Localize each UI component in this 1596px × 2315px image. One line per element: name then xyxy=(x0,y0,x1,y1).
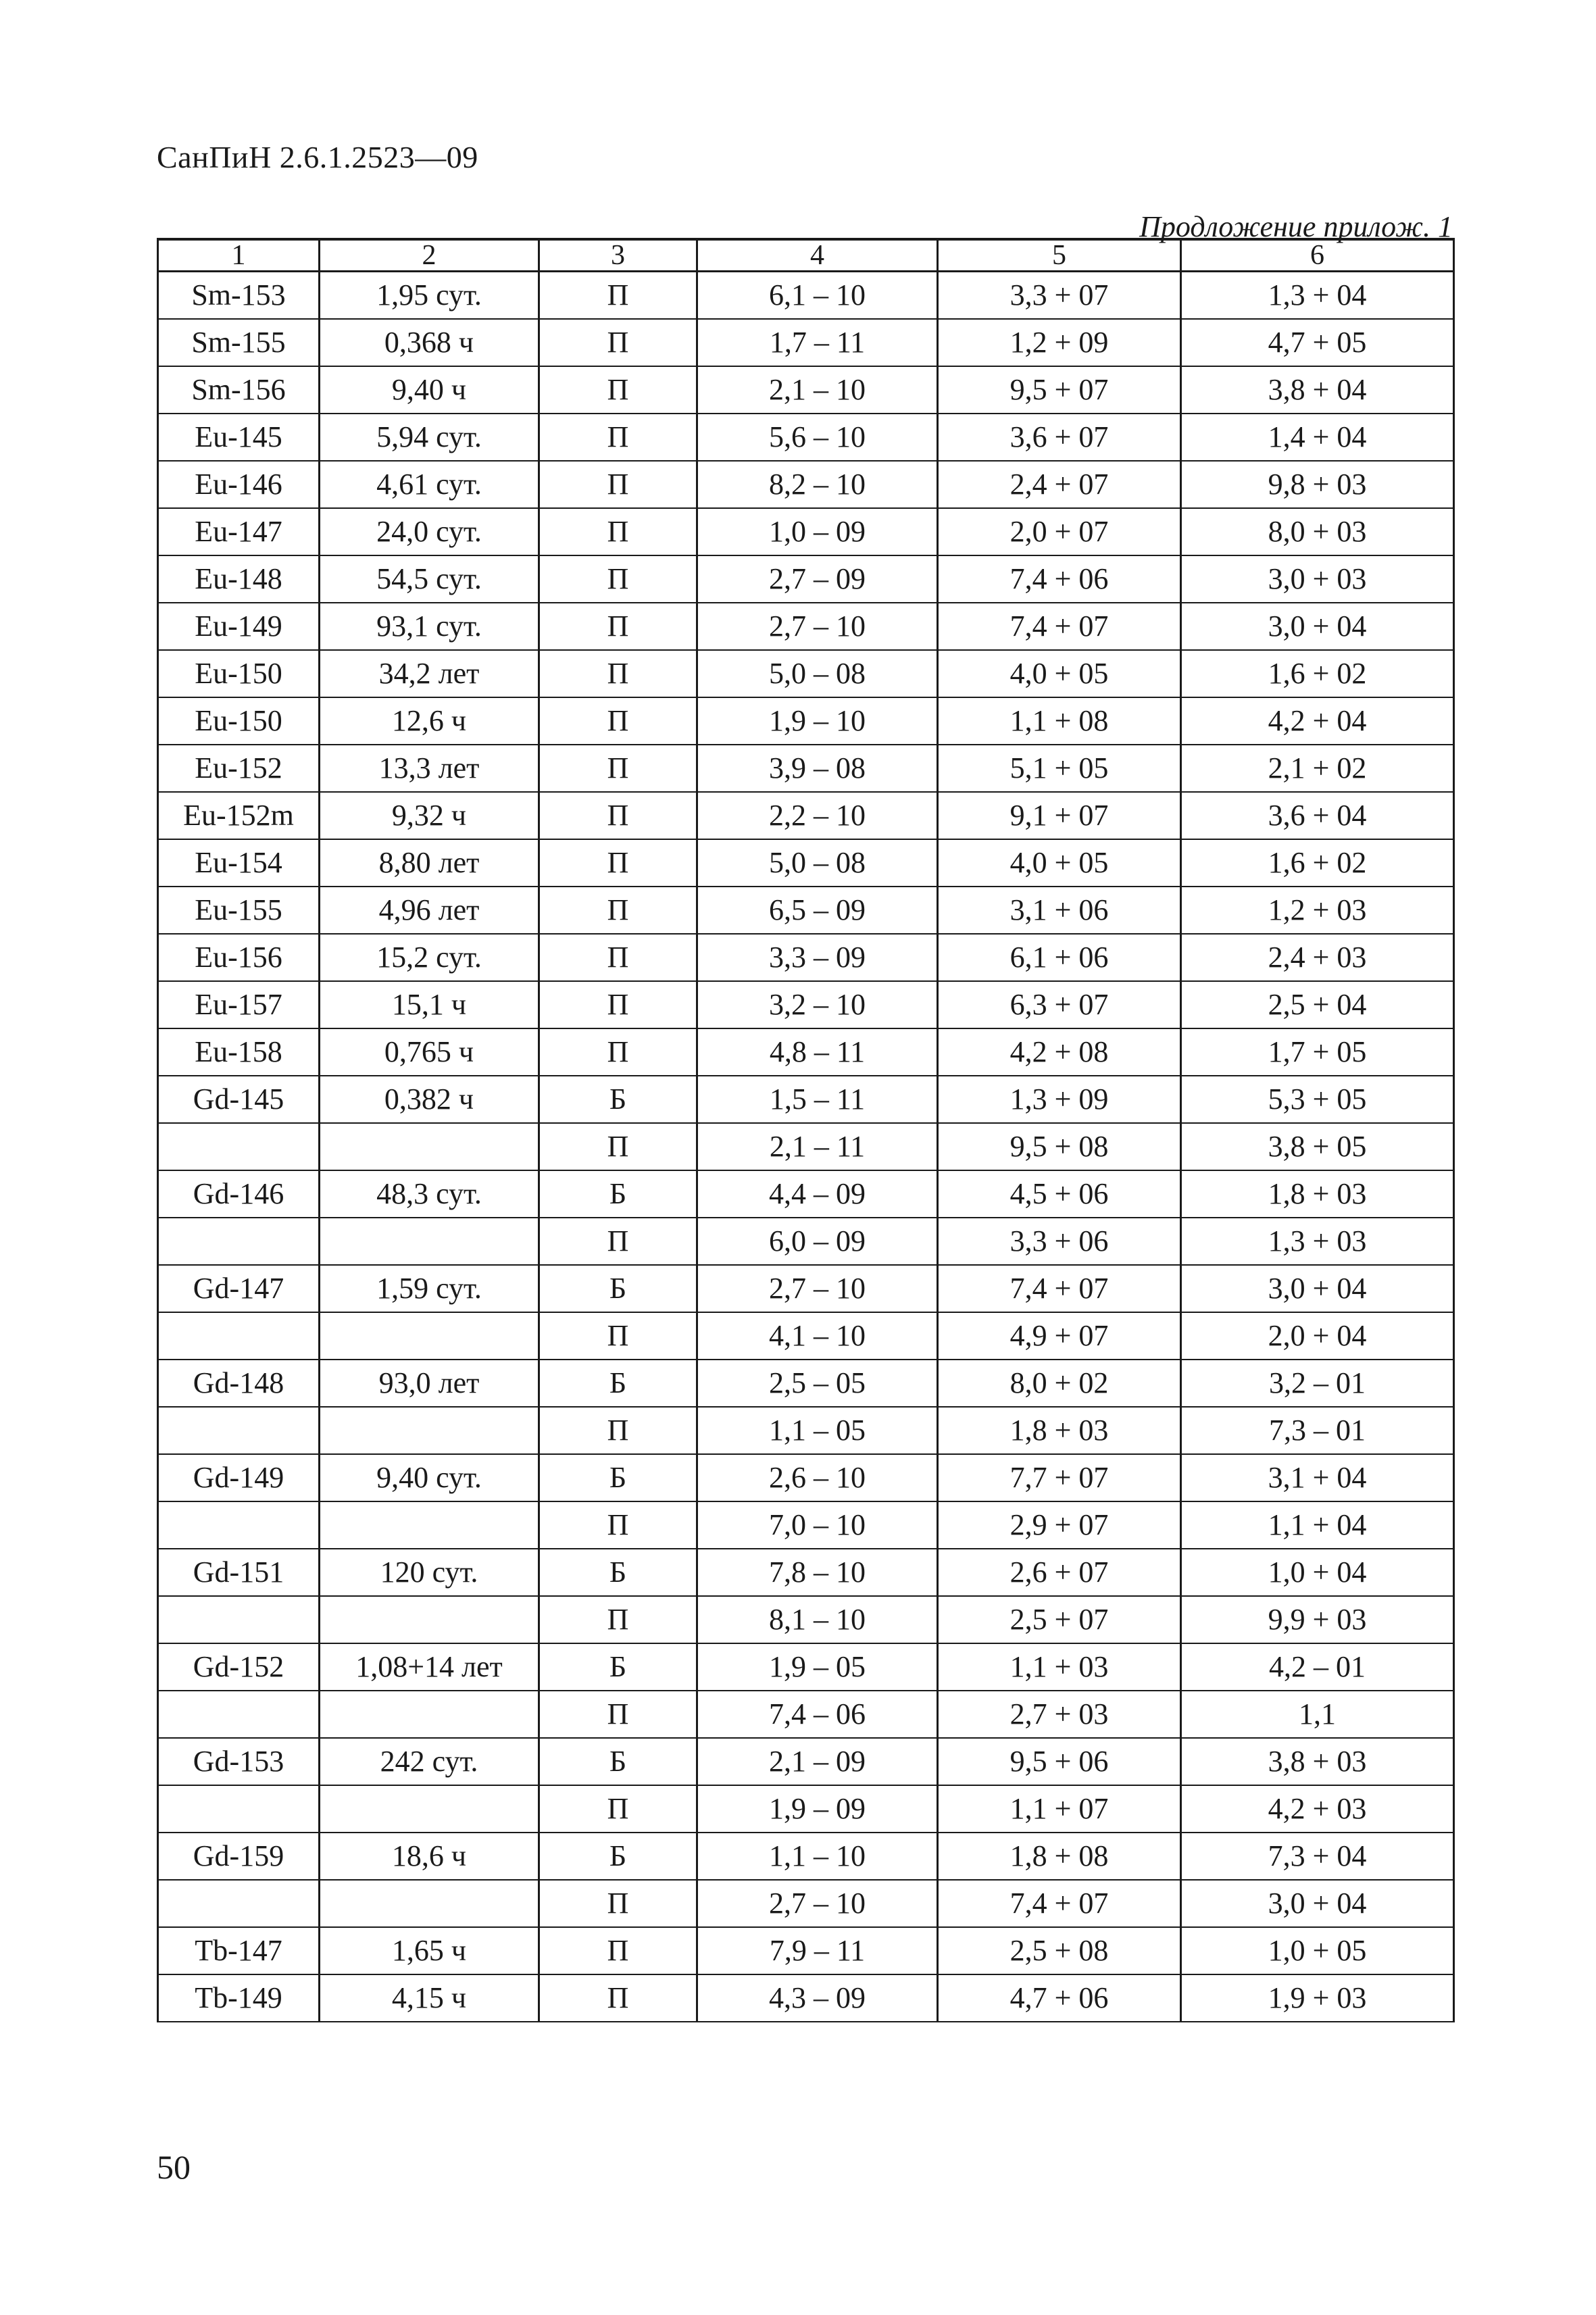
document-title: СанПиН 2.6.1.2523—09 xyxy=(157,140,478,174)
table-cell: 1,1 + 04 xyxy=(1181,1501,1454,1549)
table-cell: 3,0 + 04 xyxy=(1181,1265,1454,1312)
table-cell: П xyxy=(539,1123,697,1170)
table-cell: П xyxy=(539,1880,697,1927)
table-cell: 5,3 + 05 xyxy=(1181,1076,1454,1123)
table-row xyxy=(158,1407,1454,1454)
table-row xyxy=(158,1596,1454,1643)
table-cell: П xyxy=(539,934,697,981)
table-cell: 1,8 + 03 xyxy=(938,1407,1181,1454)
table-cell: 7,4 – 06 xyxy=(697,1691,938,1738)
table-cell: Eu-157 xyxy=(158,981,320,1028)
table-cell: 4,2 + 03 xyxy=(1181,1785,1454,1833)
table-row xyxy=(158,1833,1454,1880)
radionuclide-table xyxy=(157,238,1455,2022)
table-cell: П xyxy=(539,319,697,366)
table-row xyxy=(158,1501,1454,1549)
table-cell: 2,5 + 07 xyxy=(938,1596,1181,1643)
table-cell: 1,5 – 11 xyxy=(697,1076,938,1123)
table-cell: 1,08+14 лет xyxy=(320,1643,539,1691)
table-cell: 4,0 + 05 xyxy=(938,839,1181,887)
table-cell: 9,5 + 06 xyxy=(938,1738,1181,1785)
table-row xyxy=(158,1265,1454,1312)
table-cell: 4,96 лет xyxy=(320,887,539,934)
table-cell: П xyxy=(539,650,697,697)
table-cell: Tb-147 xyxy=(158,1927,320,1974)
table-cell: 8,0 + 02 xyxy=(938,1360,1181,1407)
table-cell: П xyxy=(539,1974,697,2022)
table-cell: 2,5 + 04 xyxy=(1181,981,1454,1028)
table-cell: 9,9 + 03 xyxy=(1181,1596,1454,1643)
table-cell: 1,3 + 04 xyxy=(1181,272,1454,320)
table-cell: 3,3 + 06 xyxy=(938,1218,1181,1265)
table-cell: П xyxy=(539,981,697,1028)
table-cell: 1,1 – 05 xyxy=(697,1407,938,1454)
table-cell: 1,3 + 03 xyxy=(1181,1218,1454,1265)
table-cell: Eu-150 xyxy=(158,650,320,697)
table-cell: 3,3 + 07 xyxy=(938,272,1181,320)
table-cell: 8,2 – 10 xyxy=(697,461,938,508)
table-cell: 4,9 + 07 xyxy=(938,1312,1181,1360)
table-row xyxy=(158,650,1454,697)
table-row xyxy=(158,603,1454,650)
table-cell: 0,368 ч xyxy=(320,319,539,366)
table-cell: 1,6 + 02 xyxy=(1181,650,1454,697)
table-cell: 1,9 – 10 xyxy=(697,697,938,745)
table-cell: П xyxy=(539,1501,697,1549)
table-cell: 4,7 + 05 xyxy=(1181,319,1454,366)
table-cell: Eu-149 xyxy=(158,603,320,650)
table-cell: 2,6 – 10 xyxy=(697,1454,938,1501)
table-cell: 1,0 – 09 xyxy=(697,508,938,555)
table-cell: П xyxy=(539,272,697,320)
table-row xyxy=(158,839,1454,887)
table-row xyxy=(158,1170,1454,1218)
table-cell: Eu-156 xyxy=(158,934,320,981)
table-cell xyxy=(158,1880,320,1927)
table-cell: П xyxy=(539,745,697,792)
table-cell: 4,15 ч xyxy=(320,1974,539,2022)
table-cell: 2,0 + 07 xyxy=(938,508,1181,555)
table-cell: 2,1 + 02 xyxy=(1181,745,1454,792)
table-cell: Eu-146 xyxy=(158,461,320,508)
table-cell: 1,1 + 03 xyxy=(938,1643,1181,1691)
column-header: 5 xyxy=(938,239,1181,272)
table-cell: 1,0 + 04 xyxy=(1181,1549,1454,1596)
table-cell xyxy=(320,1123,539,1170)
table-cell: 7,3 – 01 xyxy=(1181,1407,1454,1454)
table-cell: 6,1 – 10 xyxy=(697,272,938,320)
table-cell: 3,8 + 03 xyxy=(1181,1738,1454,1785)
table-cell: 6,0 – 09 xyxy=(697,1218,938,1265)
table-cell: 6,1 + 06 xyxy=(938,934,1181,981)
table-row xyxy=(158,934,1454,981)
table-cell: Eu-148 xyxy=(158,555,320,603)
table-cell: Sm-155 xyxy=(158,319,320,366)
table-row xyxy=(158,366,1454,414)
table-cell: 18,6 ч xyxy=(320,1833,539,1880)
table-cell: П xyxy=(539,366,697,414)
table-cell: 4,8 – 11 xyxy=(697,1028,938,1076)
table-row xyxy=(158,1738,1454,1785)
table-cell: Gd-145 xyxy=(158,1076,320,1123)
column-header: 3 xyxy=(539,239,697,272)
column-header: 4 xyxy=(697,239,938,272)
table-cell: П xyxy=(539,1218,697,1265)
table-row xyxy=(158,745,1454,792)
table-cell: 1,59 сут. xyxy=(320,1265,539,1312)
table-cell: 3,8 + 04 xyxy=(1181,366,1454,414)
table-cell: 3,3 – 09 xyxy=(697,934,938,981)
table-row xyxy=(158,1643,1454,1691)
table-cell: 5,0 – 08 xyxy=(697,650,938,697)
table-cell: 34,2 лет xyxy=(320,650,539,697)
table-cell xyxy=(158,1691,320,1738)
table-row xyxy=(158,1549,1454,1596)
table-cell: 4,5 + 06 xyxy=(938,1170,1181,1218)
table-row xyxy=(158,272,1454,320)
table-cell: 9,40 ч xyxy=(320,366,539,414)
table-cell xyxy=(320,1691,539,1738)
table-cell: 2,5 – 05 xyxy=(697,1360,938,1407)
table-cell: Gd-153 xyxy=(158,1738,320,1785)
table-row xyxy=(158,887,1454,934)
table-cell: 6,3 + 07 xyxy=(938,981,1181,1028)
table-cell: 9,8 + 03 xyxy=(1181,461,1454,508)
table-cell: 12,6 ч xyxy=(320,697,539,745)
table-cell: Gd-148 xyxy=(158,1360,320,1407)
table-cell xyxy=(158,1312,320,1360)
table-cell: 3,1 + 06 xyxy=(938,887,1181,934)
column-header: 6 xyxy=(1181,239,1454,272)
table-cell: П xyxy=(539,887,697,934)
table-cell: 0,765 ч xyxy=(320,1028,539,1076)
table-cell: 1,8 + 08 xyxy=(938,1833,1181,1880)
table-cell: 3,1 + 04 xyxy=(1181,1454,1454,1501)
table-cell: 7,3 + 04 xyxy=(1181,1833,1454,1880)
table-cell: 8,80 лет xyxy=(320,839,539,887)
table-cell xyxy=(320,1785,539,1833)
table-cell: Б xyxy=(539,1360,697,1407)
table-cell: 2,1 – 09 xyxy=(697,1738,938,1785)
table-cell: 1,1 + 08 xyxy=(938,697,1181,745)
table-cell: 5,0 – 08 xyxy=(697,839,938,887)
table-cell: 8,0 + 03 xyxy=(1181,508,1454,555)
table-cell: 9,40 сут. xyxy=(320,1454,539,1501)
table-row xyxy=(158,1218,1454,1265)
table-cell: Б xyxy=(539,1833,697,1880)
table-cell: 1,2 + 09 xyxy=(938,319,1181,366)
table-cell: 1,7 + 05 xyxy=(1181,1028,1454,1076)
table-cell: Б xyxy=(539,1643,697,1691)
table-cell: Gd-159 xyxy=(158,1833,320,1880)
table-cell: Eu-147 xyxy=(158,508,320,555)
table-cell: 93,1 сут. xyxy=(320,603,539,650)
table-cell: 120 сут. xyxy=(320,1549,539,1596)
table-cell: П xyxy=(539,792,697,839)
table-cell: Sm-156 xyxy=(158,366,320,414)
table-cell: П xyxy=(539,508,697,555)
table-cell: 93,0 лет xyxy=(320,1360,539,1407)
table-row xyxy=(158,1123,1454,1170)
table-cell: Б xyxy=(539,1549,697,1596)
table-cell: 4,2 + 04 xyxy=(1181,697,1454,745)
table-cell: 3,2 – 10 xyxy=(697,981,938,1028)
table-cell: Eu-150 xyxy=(158,697,320,745)
table-cell: П xyxy=(539,1028,697,1076)
table-cell: 5,94 сут. xyxy=(320,414,539,461)
table-row xyxy=(158,1360,1454,1407)
table-cell: Б xyxy=(539,1265,697,1312)
table-cell: 4,61 сут. xyxy=(320,461,539,508)
table-cell xyxy=(320,1407,539,1454)
table-cell: 1,2 + 03 xyxy=(1181,887,1454,934)
table-cell: 8,1 – 10 xyxy=(697,1596,938,1643)
table-cell: 3,6 + 04 xyxy=(1181,792,1454,839)
table-cell: 2,9 + 07 xyxy=(938,1501,1181,1549)
table-cell: 1,1 – 10 xyxy=(697,1833,938,1880)
table-cell: 3,8 + 05 xyxy=(1181,1123,1454,1170)
table-cell: Gd-149 xyxy=(158,1454,320,1501)
table-cell xyxy=(158,1785,320,1833)
table-row xyxy=(158,555,1454,603)
table-cell: 4,2 + 08 xyxy=(938,1028,1181,1076)
table-body xyxy=(158,272,1454,2022)
table-cell: Gd-151 xyxy=(158,1549,320,1596)
table-cell xyxy=(158,1501,320,1549)
table-cell: 2,7 – 10 xyxy=(697,1880,938,1927)
table-cell: П xyxy=(539,697,697,745)
table-cell: П xyxy=(539,555,697,603)
table-row xyxy=(158,1927,1454,1974)
table-cell: 2,6 + 07 xyxy=(938,1549,1181,1596)
table-header-row xyxy=(158,239,1454,272)
table-cell: Eu-152m xyxy=(158,792,320,839)
table-cell: Eu-155 xyxy=(158,887,320,934)
table-cell: 9,32 ч xyxy=(320,792,539,839)
table-cell: 2,7 – 09 xyxy=(697,555,938,603)
table-cell: 1,7 – 11 xyxy=(697,319,938,366)
table-cell: 7,7 + 07 xyxy=(938,1454,1181,1501)
table-cell: Б xyxy=(539,1076,697,1123)
table-cell: 0,382 ч xyxy=(320,1076,539,1123)
table-cell xyxy=(320,1880,539,1927)
table-cell: 4,1 – 10 xyxy=(697,1312,938,1360)
table-row xyxy=(158,1785,1454,1833)
table-cell: 15,2 сут. xyxy=(320,934,539,981)
table-cell: 3,0 + 04 xyxy=(1181,603,1454,650)
table-cell: Tb-149 xyxy=(158,1974,320,2022)
table-row xyxy=(158,1974,1454,2022)
table-cell: 54,5 сут. xyxy=(320,555,539,603)
table-cell: 4,3 – 09 xyxy=(697,1974,938,2022)
table-cell: 9,1 + 07 xyxy=(938,792,1181,839)
table-row xyxy=(158,414,1454,461)
table-cell: П xyxy=(539,839,697,887)
table-cell: 6,5 – 09 xyxy=(697,887,938,934)
table-cell: 7,4 + 07 xyxy=(938,1265,1181,1312)
table-cell: 2,4 + 07 xyxy=(938,461,1181,508)
table-cell: П xyxy=(539,461,697,508)
table-cell: 2,5 + 08 xyxy=(938,1927,1181,1974)
table-cell: Gd-152 xyxy=(158,1643,320,1691)
table-cell: 1,8 + 03 xyxy=(1181,1170,1454,1218)
table-cell: Б xyxy=(539,1454,697,1501)
table-cell: 7,0 – 10 xyxy=(697,1501,938,1549)
table-row xyxy=(158,1076,1454,1123)
table-cell: 7,4 + 07 xyxy=(938,603,1181,650)
table-cell xyxy=(158,1407,320,1454)
table-cell xyxy=(158,1218,320,1265)
table-cell: Eu-145 xyxy=(158,414,320,461)
table-row xyxy=(158,461,1454,508)
table-cell: Eu-154 xyxy=(158,839,320,887)
table-cell: 1,0 + 05 xyxy=(1181,1927,1454,1974)
continuation-label: Продложение прилож. 1 xyxy=(1139,210,1453,243)
table-cell: Sm-153 xyxy=(158,272,320,320)
table-cell: 2,1 – 11 xyxy=(697,1123,938,1170)
table-cell: 1,9 + 03 xyxy=(1181,1974,1454,2022)
table-cell: 2,7 – 10 xyxy=(697,1265,938,1312)
table-cell: 9,5 + 07 xyxy=(938,366,1181,414)
table-cell: П xyxy=(539,1312,697,1360)
table-cell: 1,4 + 04 xyxy=(1181,414,1454,461)
table-row xyxy=(158,1028,1454,1076)
table-cell: Eu-158 xyxy=(158,1028,320,1076)
table-row xyxy=(158,1454,1454,1501)
table-cell: 24,0 сут. xyxy=(320,508,539,555)
table-cell: 4,7 + 06 xyxy=(938,1974,1181,2022)
table-cell xyxy=(320,1218,539,1265)
table-cell: 1,6 + 02 xyxy=(1181,839,1454,887)
table-cell: П xyxy=(539,1407,697,1454)
table-cell: 1,65 ч xyxy=(320,1927,539,1974)
table-row xyxy=(158,508,1454,555)
table-cell: Eu-152 xyxy=(158,745,320,792)
table-cell xyxy=(158,1596,320,1643)
table-cell: 7,4 + 06 xyxy=(938,555,1181,603)
table-cell: 7,9 – 11 xyxy=(697,1927,938,1974)
table-cell: П xyxy=(539,414,697,461)
page-number: 50 xyxy=(157,2148,191,2186)
table-cell: 4,2 – 01 xyxy=(1181,1643,1454,1691)
table-row xyxy=(158,1312,1454,1360)
table-row xyxy=(158,697,1454,745)
table-cell: 13,3 лет xyxy=(320,745,539,792)
table-cell: 1,1 + 07 xyxy=(938,1785,1181,1833)
table-cell: 3,0 + 03 xyxy=(1181,555,1454,603)
table-cell: 1,95 сут. xyxy=(320,272,539,320)
table-cell xyxy=(320,1501,539,1549)
table-cell: 5,6 – 10 xyxy=(697,414,938,461)
table-cell: 2,7 – 10 xyxy=(697,603,938,650)
table-cell: 48,3 сут. xyxy=(320,1170,539,1218)
table-cell: 7,4 + 07 xyxy=(938,1880,1181,1927)
table-cell: П xyxy=(539,1927,697,1974)
table-cell: Gd-146 xyxy=(158,1170,320,1218)
table-cell: П xyxy=(539,603,697,650)
table-cell: 2,2 – 10 xyxy=(697,792,938,839)
table-cell: 4,4 – 09 xyxy=(697,1170,938,1218)
table-row xyxy=(158,1880,1454,1927)
table-cell: 9,5 + 08 xyxy=(938,1123,1181,1170)
table-cell: П xyxy=(539,1596,697,1643)
column-header: 2 xyxy=(320,239,539,272)
table-cell xyxy=(320,1312,539,1360)
table-cell: Б xyxy=(539,1170,697,1218)
table-cell: 2,0 + 04 xyxy=(1181,1312,1454,1360)
column-header: 1 xyxy=(158,239,320,272)
table-row xyxy=(158,981,1454,1028)
table-cell: 1,1 xyxy=(1181,1691,1454,1738)
table-cell: 3,2 – 01 xyxy=(1181,1360,1454,1407)
table-cell: 3,9 – 08 xyxy=(697,745,938,792)
table-cell: П xyxy=(539,1691,697,1738)
table-cell: П xyxy=(539,1785,697,1833)
table-cell: 1,9 – 09 xyxy=(697,1785,938,1833)
table-cell: 4,0 + 05 xyxy=(938,650,1181,697)
table-cell xyxy=(158,1123,320,1170)
table-cell: 5,1 + 05 xyxy=(938,745,1181,792)
table-cell: 1,9 – 05 xyxy=(697,1643,938,1691)
table-cell xyxy=(320,1596,539,1643)
table-row xyxy=(158,792,1454,839)
table-cell: 2,7 + 03 xyxy=(938,1691,1181,1738)
table-cell: 2,1 – 10 xyxy=(697,366,938,414)
table-cell: 3,6 + 07 xyxy=(938,414,1181,461)
table-cell: 3,0 + 04 xyxy=(1181,1880,1454,1927)
table-cell: 242 сут. xyxy=(320,1738,539,1785)
table-cell: Gd-147 xyxy=(158,1265,320,1312)
table-row xyxy=(158,319,1454,366)
table-cell: 2,4 + 03 xyxy=(1181,934,1454,981)
table-cell: 15,1 ч xyxy=(320,981,539,1028)
table-cell: 7,8 – 10 xyxy=(697,1549,938,1596)
table-cell: 1,3 + 09 xyxy=(938,1076,1181,1123)
table-cell: Б xyxy=(539,1738,697,1785)
table-row xyxy=(158,1691,1454,1738)
